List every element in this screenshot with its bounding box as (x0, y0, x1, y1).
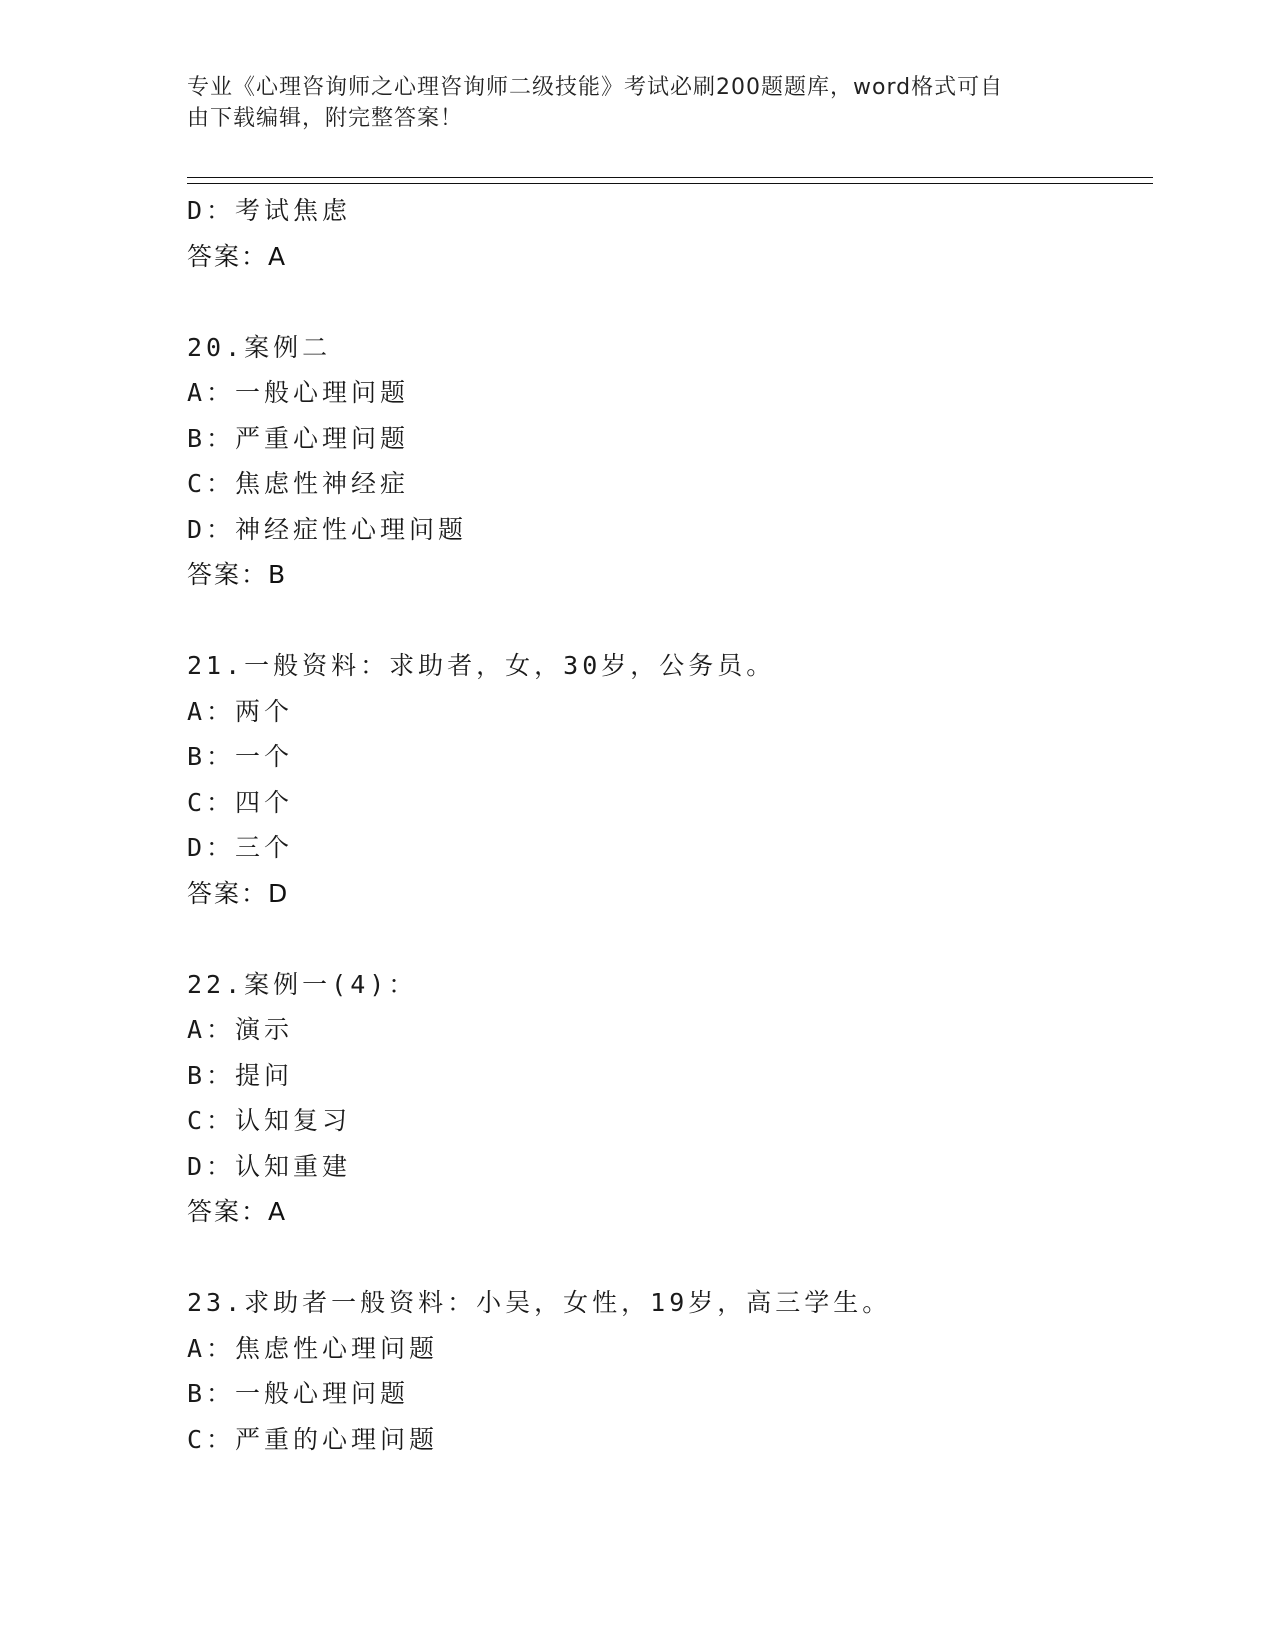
document-header (187, 72, 1077, 134)
option-c: C：严重的心理问题 (187, 1424, 439, 1454)
header-line-2: 由下载编辑，附完整答案！ (187, 106, 464, 131)
spacer (187, 598, 1147, 644)
option-a: A：演示 (187, 1015, 294, 1044)
header-rule-bottom (187, 183, 1153, 184)
option-b: B：严重心理问题 (187, 423, 410, 453)
question-stem: 20.案例二 (187, 332, 332, 362)
answer: 答案：D (187, 878, 290, 908)
question-21 (187, 643, 1147, 916)
question-stem: 23.求助者一般资料：小吴，女性，19岁，高三学生。 (187, 1288, 892, 1317)
question-19-answer: 答案：A (187, 241, 288, 271)
option-c: C：认知复习 (187, 1106, 352, 1135)
option-d: D：认知重建 (187, 1151, 352, 1181)
answer: 答案：A (187, 1197, 288, 1226)
option-a: A：一般心理问题 (187, 378, 410, 407)
question-list (187, 188, 1147, 1462)
option-a: A：两个 (187, 696, 294, 726)
question-22 (187, 962, 1147, 1235)
option-a: A：焦虑性心理问题 (187, 1333, 439, 1363)
option-c: C：焦虑性神经症 (187, 469, 410, 498)
header-line-1: 专业《心理咨询师之心理咨询师二级技能》考试必刷200题题库，word格式可自 (187, 75, 1004, 100)
question-20 (187, 325, 1147, 598)
option-b: B：提问 (187, 1060, 294, 1090)
option-b: B：一般心理问题 (187, 1379, 410, 1408)
option-b: B：一个 (187, 742, 294, 771)
option-d: D：神经症性心理问题 (187, 514, 468, 544)
spacer (187, 1235, 1147, 1281)
spacer (187, 916, 1147, 962)
option-d: D：三个 (187, 833, 294, 862)
answer: 答案：B (187, 560, 288, 589)
question-stem: 22.案例一(4)： (187, 969, 418, 999)
question-19-option-d: D：考试焦虑 (187, 196, 352, 225)
header-rule-top (187, 177, 1153, 178)
question-23 (187, 1280, 1147, 1462)
spacer (187, 279, 1147, 325)
option-c: C：四个 (187, 787, 294, 817)
question-stem: 21.一般资料：求助者，女，30岁，公务员。 (187, 651, 776, 680)
